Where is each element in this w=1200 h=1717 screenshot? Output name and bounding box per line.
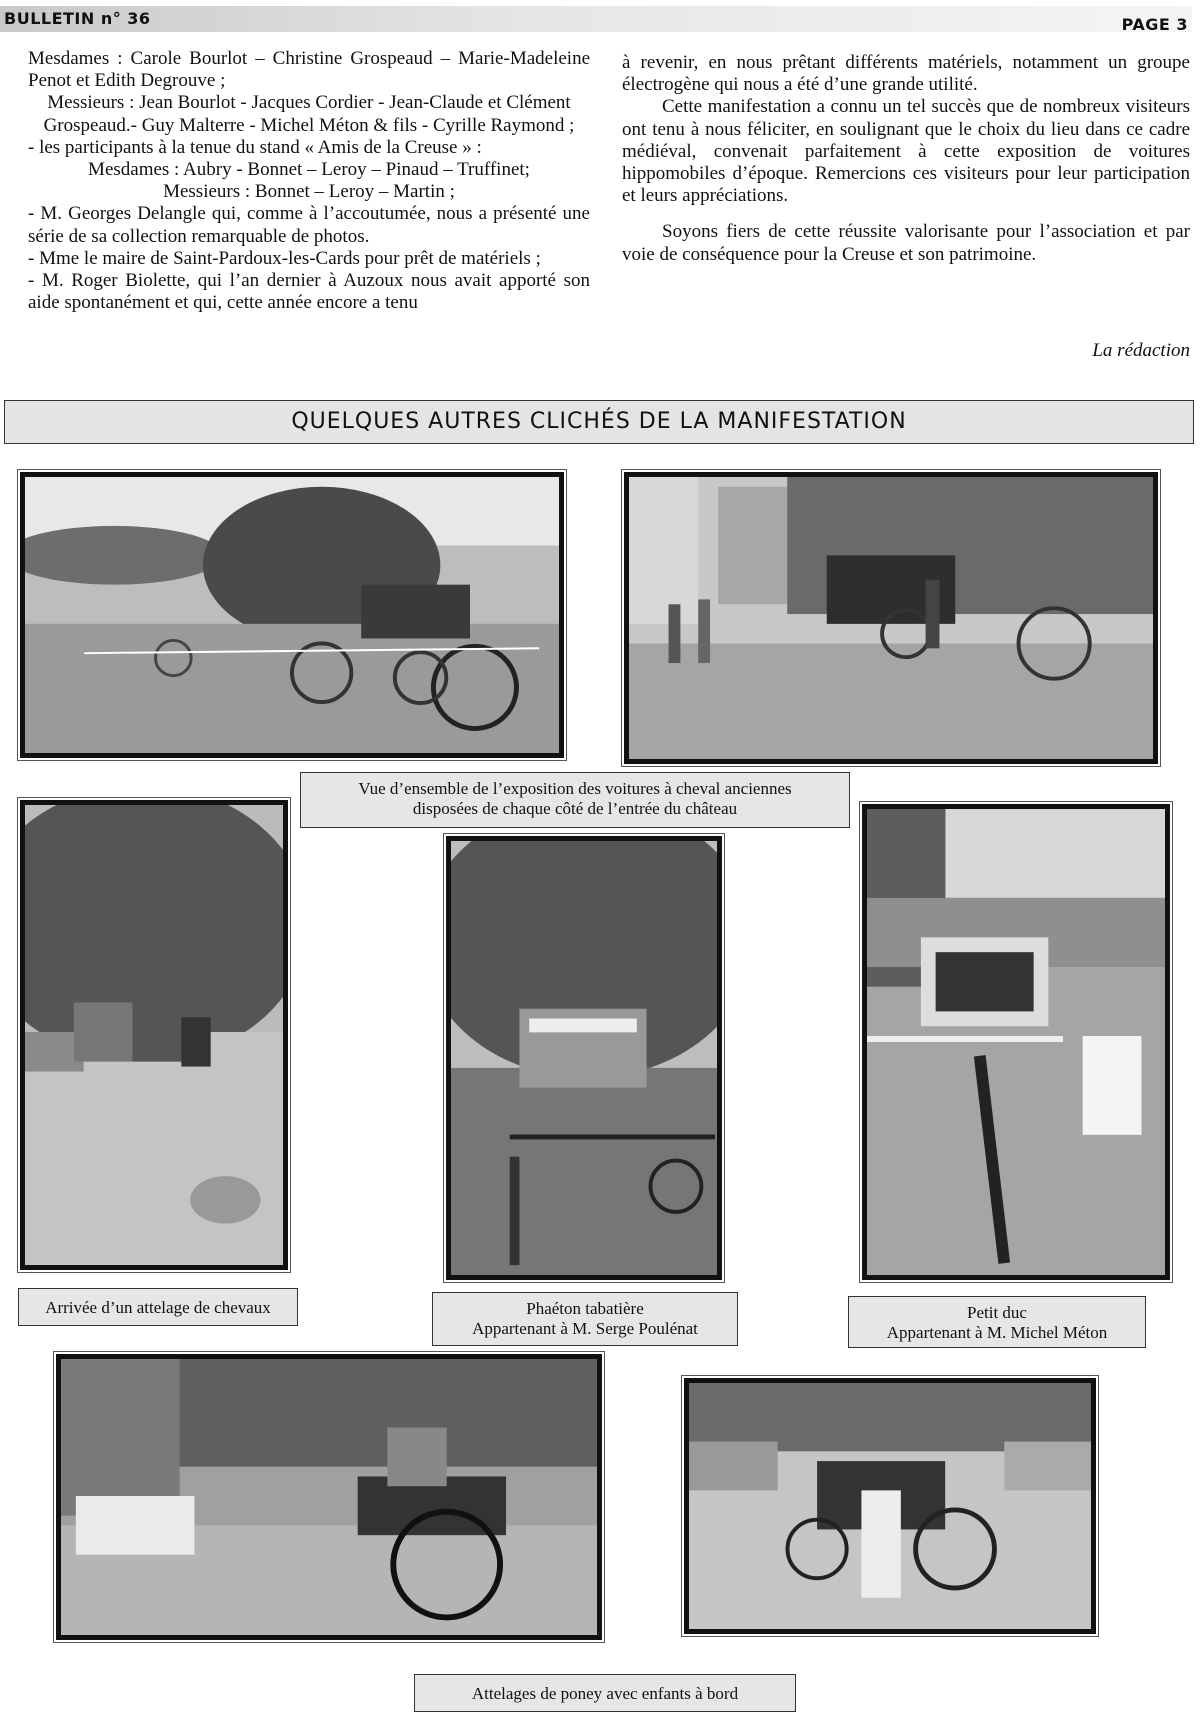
section-title-banner: [4, 400, 1194, 444]
paragraph: Messieurs : Jean Bourlot - Jacques Cordier - Jean-Claude et Clément Grospeaud.- Guy Malterre - Michel Méton & fils - Cyrille Raymond ;: [43, 92, 575, 136]
paragraph: Cette manifestation a connu un tel succès que de nombreux visiteurs ont tenu à nous féliciter, en soulignant que le choix du lieu dans ce cadre médiéval, convenait parfaitement à cette exposition de voitures hippomobiles d’époque. Remercions ces visiteurs pour leur participation et leurs appréciations.: [622, 96, 1190, 207]
paragraph: - Mme le maire de Saint-Pardoux-les-Cards pour prêt de matériels ;: [28, 247, 541, 269]
paragraph: Mesdames : Carole Bourlot – Christine Grospeaud – Marie-Madeleine Penot et Edith Degrouve ;: [28, 48, 590, 92]
page-header: [0, 6, 1192, 32]
page-number: PAGE 3: [1121, 15, 1188, 34]
caption-horses: [18, 1288, 298, 1326]
caption-line: Phaéton tabatière: [526, 1299, 644, 1318]
photo-pony-cart-lane: [684, 1378, 1096, 1634]
photo-horse-team: [20, 800, 288, 1270]
caption-line: Appartenant à M. Michel Méton: [886, 1323, 1108, 1342]
caption-pony: [414, 1674, 796, 1712]
section-title: QUELQUES AUTRES CLICHÉS DE LA MANIFESTATION: [291, 409, 907, 434]
photo-carriages-lawn: [20, 472, 564, 758]
caption-line: Arrivée d’un attelage de chevaux: [45, 1298, 271, 1317]
caption-petit-duc: [848, 1296, 1146, 1348]
caption-line: Appartenant à M. Serge Poulénat: [472, 1319, 698, 1338]
signature: La rédaction: [1092, 340, 1190, 361]
paragraph: Mesdames : Aubry - Bonnet – Leroy – Pinaud – Truffinet;: [88, 159, 530, 181]
paragraph: - les participants à la tenue du stand « Amis de la Creuse » :: [28, 136, 482, 158]
bulletin-number: BULLETIN n° 36: [4, 9, 151, 28]
photo-castle-carriages: [624, 472, 1158, 764]
paragraph: - M. Roger Biolette, qui l’an dernier à Auzoux nous avait apporté son aide spontanément et qui, cette année encore a tenu: [28, 270, 590, 314]
paragraph: à revenir, en nous prêtant différents matériels, notamment un groupe électrogène qui nous a été d’une grande utilité.: [622, 52, 1190, 96]
photo-petit-duc: [862, 804, 1170, 1280]
caption-line: disposées de chaque côté de l’entrée du château: [412, 799, 738, 818]
caption-line: Petit duc: [967, 1303, 1027, 1322]
paragraph: Messieurs : Bonnet – Leroy – Martin ;: [163, 181, 455, 203]
caption-phaeton: [432, 1292, 738, 1346]
caption-overview: [300, 772, 850, 828]
caption-line: Attelages de poney avec enfants à bord: [471, 1684, 739, 1703]
right-text-column: [622, 52, 1190, 266]
paragraph: Soyons fiers de cette réussite valorisante pour l’association et par voie de conséquence pour la Creuse et son patrimoine.: [622, 221, 1190, 265]
caption-line: Vue d’ensemble de l’exposition des voitures à cheval anciennes: [358, 779, 792, 798]
paragraph: - M. Georges Delangle qui, comme à l’accoutumée, nous a présenté une série de sa collection remarquable de photos.: [28, 203, 590, 247]
photo-phaeton: [446, 836, 722, 1280]
photo-pony-children: [56, 1354, 602, 1640]
left-text-column: [28, 48, 590, 390]
